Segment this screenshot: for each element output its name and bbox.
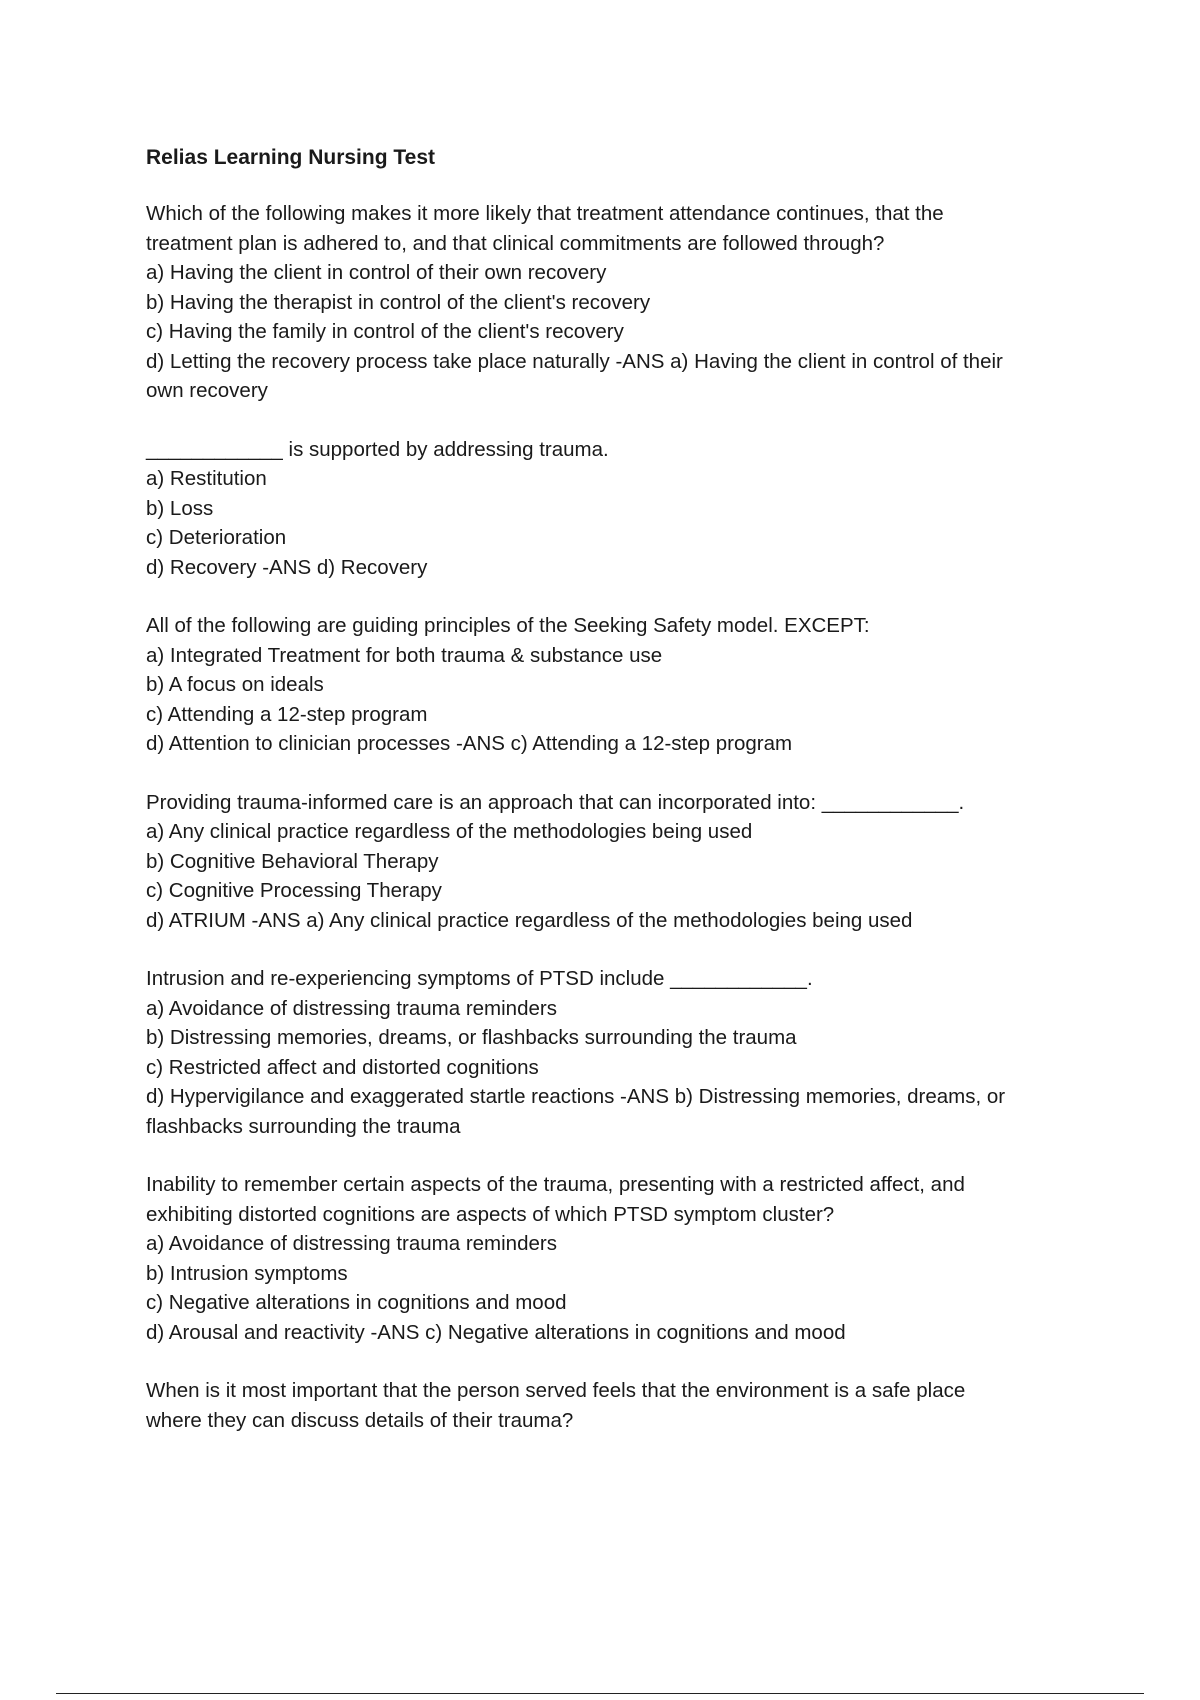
- question-line: b) Loss: [146, 496, 214, 520]
- question-stem-line: Inability to remember certain aspects of the trauma, presenting with a restricted affect, and: [146, 1173, 965, 1196]
- question-line: d) Letting the recovery process take place naturally -ANS a) Having the client in control of their: [146, 349, 1003, 373]
- page-bottom-rule: [56, 1693, 1144, 1694]
- question-line: own recovery: [146, 379, 268, 402]
- question-line: c) Negative alterations in cognitions and mood: [146, 1291, 567, 1314]
- question-line: d) Recovery -ANS d) Recovery: [146, 555, 428, 579]
- question-line: b) Intrusion symptoms: [146, 1261, 348, 1285]
- document-title: Relias Learning Nursing Test: [146, 146, 436, 169]
- question-line: where they can discuss details of their trauma?: [146, 1408, 574, 1432]
- question-line: flashbacks surrounding the trauma: [146, 1114, 461, 1138]
- question-stem-line: All of the following are guiding principles of the Seeking Safety model. EXCEPT:: [146, 614, 870, 637]
- question-stem-line: Which of the following makes it more likely that treatment attendance continues, that the: [146, 202, 944, 225]
- question-line: treatment plan is adhered to, and that clinical commitments are followed through?: [146, 231, 885, 255]
- question-line: b) A focus on ideals: [146, 673, 324, 696]
- question-block: [146, 1170, 1086, 1347]
- question-line: b) Cognitive Behavioral Therapy: [146, 849, 439, 873]
- question-line: a) Any clinical practice regardless of the methodologies being used: [146, 820, 753, 843]
- document-page: [146, 143, 1086, 1464]
- question-line: a) Integrated Treatment for both trauma & substance use: [146, 643, 663, 667]
- question-stem-line: Providing trauma-informed care is an approach that can incorporated into: ____________.: [146, 790, 965, 814]
- question-line: a) Avoidance of distressing trauma reminders: [146, 1232, 557, 1255]
- question-stem-line: Intrusion and re-experiencing symptoms of PTSD include ____________.: [146, 967, 813, 990]
- question-line: exhibiting distorted cognitions are aspects of which PTSD symptom cluster?: [146, 1202, 835, 1226]
- question-block: [146, 611, 1086, 759]
- question-line: d) Arousal and reactivity -ANS c) Negative alterations in cognitions and mood: [146, 1320, 846, 1344]
- question-line: a) Having the client in control of their own recovery: [146, 261, 607, 284]
- question-line: c) Attending a 12-step program: [146, 702, 428, 726]
- question-line: a) Restitution: [146, 467, 267, 490]
- question-block: [146, 199, 1086, 406]
- question-list: [146, 199, 1086, 1435]
- question-stem-line: When is it most important that the person served feels that the environment is a safe place: [146, 1379, 966, 1402]
- question-line: d) Attention to clinician processes -ANS c) Attending a 12-step program: [146, 732, 793, 755]
- question-line: b) Distressing memories, dreams, or flashbacks surrounding the trauma: [146, 1026, 797, 1049]
- question-line: b) Having the therapist in control of the client's recovery: [146, 290, 651, 314]
- question-block: [146, 788, 1086, 936]
- question-line: a) Avoidance of distressing trauma reminders: [146, 996, 557, 1020]
- question-line: d) Hypervigilance and exaggerated startle reactions -ANS b) Distressing memories, dreams, or: [146, 1085, 1006, 1108]
- question-block: [146, 964, 1086, 1141]
- question-block: [146, 1376, 1086, 1435]
- question-line: c) Having the family in control of the client's recovery: [146, 320, 624, 343]
- question-line: c) Cognitive Processing Therapy: [146, 879, 442, 902]
- question-line: c) Restricted affect and distorted cognitions: [146, 1055, 539, 1079]
- question-line: d) ATRIUM -ANS a) Any clinical practice regardless of the methodologies being used: [146, 908, 913, 932]
- question-line: c) Deterioration: [146, 526, 287, 549]
- question-block: [146, 435, 1086, 583]
- question-stem-line: ____________ is supported by addressing trauma.: [146, 437, 609, 461]
